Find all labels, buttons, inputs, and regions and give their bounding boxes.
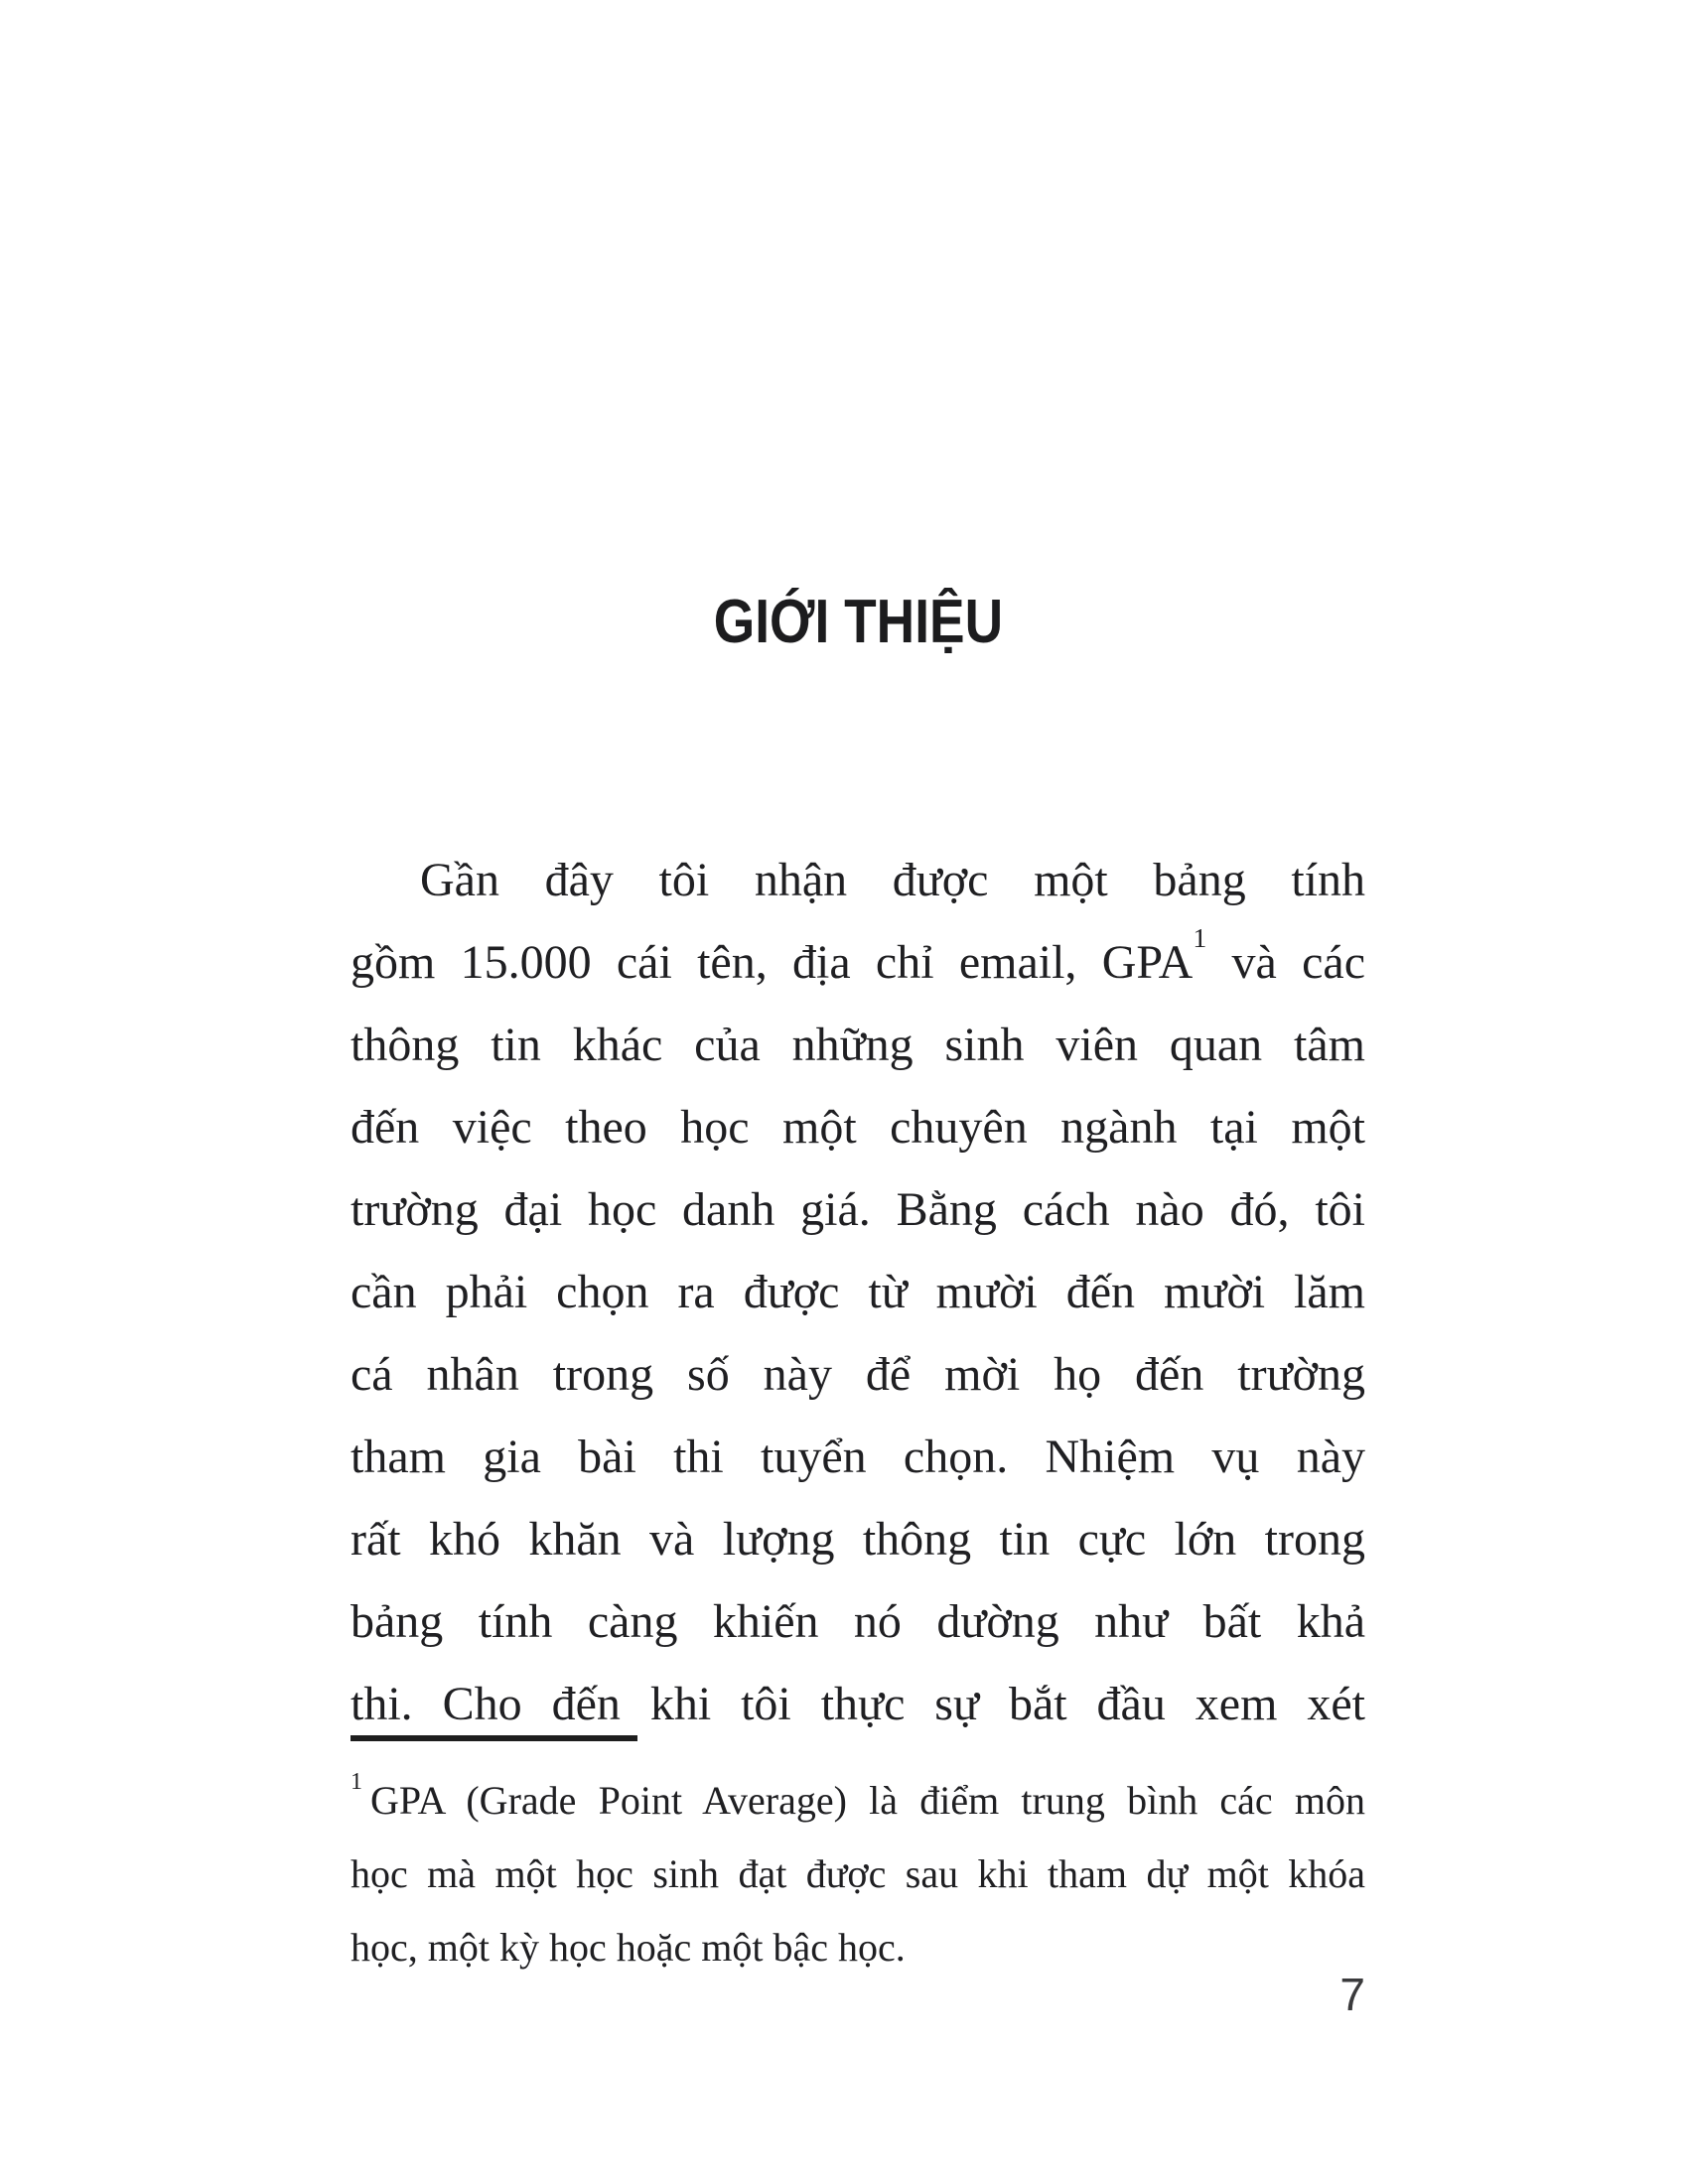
footnote-line: [351, 1764, 1365, 1838]
chapter-title: [351, 584, 1365, 661]
paragraph-line: cần phải chọn ra được từ mười đến mười lăm: [351, 1266, 1365, 1318]
paragraph-line: tham gia bài thi tuyển chọn. Nhiệm vụ này: [351, 1431, 1365, 1483]
paragraph-line: thi. Cho đến khi tôi thực sự bắt đầu xem xét: [351, 1678, 1365, 1730]
paragraph-line: trường đại học danh giá. Bằng cách nào đó, tôi: [351, 1183, 1365, 1236]
paragraph-line: rất khó khăn và lượng thông tin cực lớn trong: [351, 1513, 1365, 1566]
paragraph-line: đến việc theo học một chuyên ngành tại một: [351, 1101, 1365, 1154]
paragraph-line: Gần đây tôi nhận được một bảng tính: [420, 854, 1365, 906]
footnote-line: học mà một học sinh đạt được sau khi tham dự một khóa: [351, 1851, 1365, 1896]
footnote-reference-superscript: 1: [1193, 922, 1207, 954]
paragraph-line: bảng tính càng khiến nó dường như bất khả: [351, 1595, 1365, 1648]
chapter-title-text: GIỚI THIỆU: [713, 588, 1003, 656]
paragraph-line: cá nhân trong số này để mời họ đến trường: [351, 1348, 1365, 1401]
footnote-line: học, một kỳ học hoặc một bậc học.: [351, 1925, 906, 1970]
footnote-line-segment: GPA (Grade Point Average) là điểm trung bình các môn: [370, 1778, 1365, 1823]
body-paragraph: [351, 839, 1365, 1745]
footnote-marker: 1: [351, 1768, 362, 1795]
paragraph-line-segment: gồm 15.000 cái tên, địa chỉ email, GPA: [351, 936, 1194, 989]
footnote: [351, 1764, 1365, 1984]
page-number: 7: [1339, 1969, 1365, 2020]
paragraph-line-segment: và các: [1231, 936, 1366, 989]
paragraph-line: [351, 921, 1365, 1004]
footnote-separator: [351, 1735, 637, 1741]
paragraph-line: thông tin khác của những sinh viên quan tâm: [351, 1019, 1365, 1071]
